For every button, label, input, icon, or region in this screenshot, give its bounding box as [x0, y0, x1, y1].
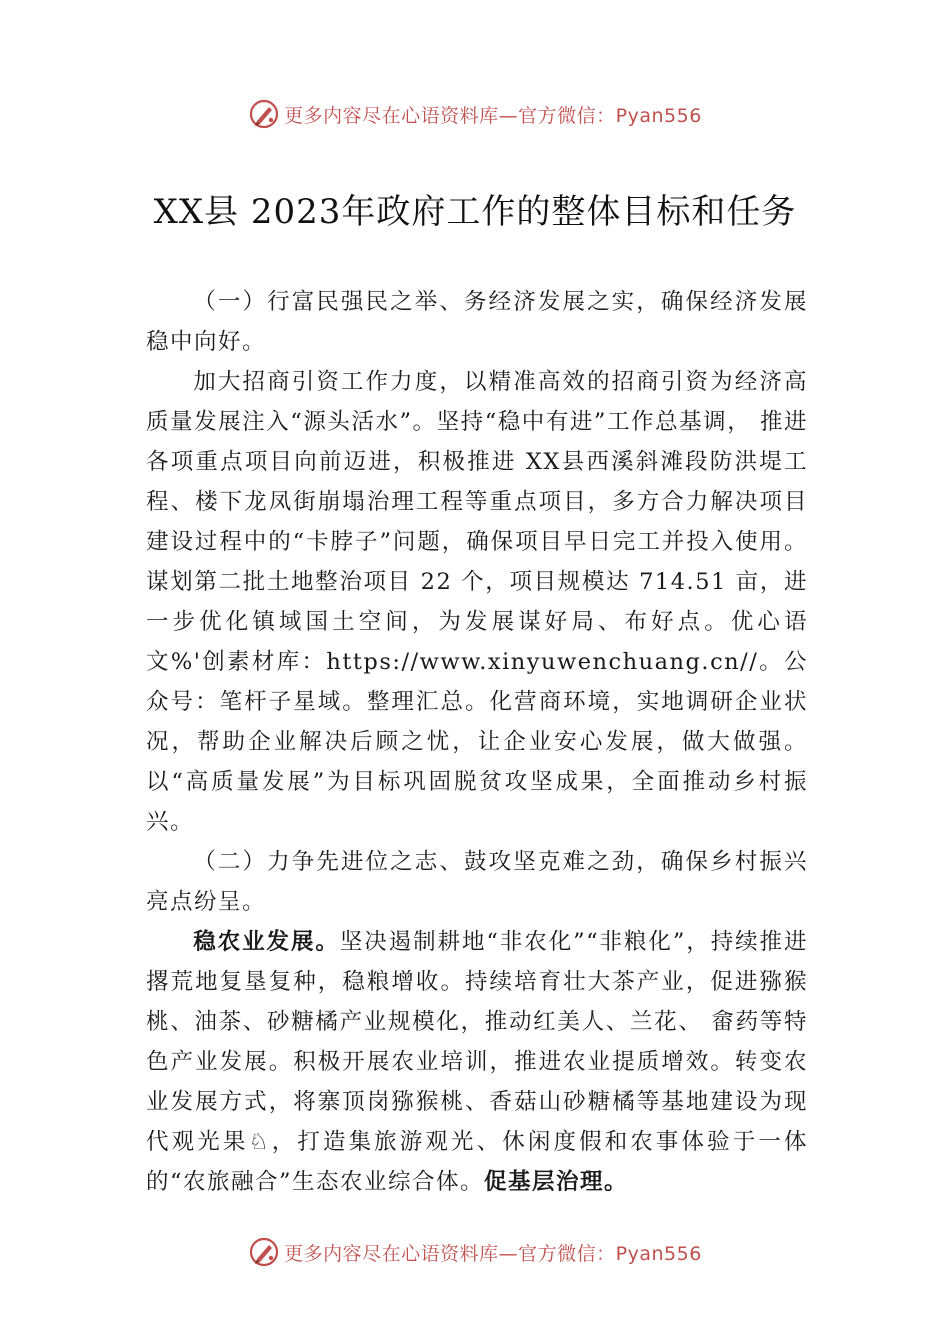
section-1-heading: （一）行富民强民之举、务经济发展之实，确保经济发展稳中向好。 [146, 289, 808, 355]
header-watermark [0, 94, 950, 134]
watermark-text: 更多内容尽在心语资料库—官方微信：Pyan556 [284, 104, 702, 127]
footer-watermark [0, 1232, 950, 1272]
document-body [146, 282, 808, 1202]
pen-seal-logo-icon [248, 1236, 280, 1268]
section-2-body-text: 坚决遏制耕地“非农化”“非粮化”，持续推进撂荒地复垦复种，稳粮增收。持续培育壮大茶产业，促进猕猴桃、油茶、砂糖橘产业规模化，推动红美人、兰花、 畲药等特色产业发展。积极开展农业培训，推进农业提质增效。转变农业发展方式，将寨顶岗猕猴桃、香菇山砂糖橘等基地建设为现代观光果♘，打造集旅游观光、休闲度假和农事体验于一体的“农旅融合”生态农业综合体。 [146, 929, 808, 1195]
section-2-lead-bold: 稳农业发展。 [193, 929, 340, 955]
section-2-tail-bold: 促基层治理。 [484, 1169, 629, 1195]
page-title: XX县 2023年政府工作的整体目标和任务 [153, 192, 797, 232]
section-1-paragraph: 加大招商引资工作力度，以精准高效的招商引资为经济高质量发展注入“源头活水”。坚持“稳中有进”工作总基调， 推进各项重点项目向前迈进，积极推进 XX县西溪斜滩段防洪堤工程、楼下龙凤街崩塌治理工程等重点项目，多方合力解决项目建设过程中的“卡脖子”问题，确保项目早日完工并投入使用。谋划第二批土地整治项目 22 个，项目规模达 714.51 亩，进一步优化镇域国土空间，为发展谋好局、布好点。优心语文%'创素材库：https://www.xinyuwenchuang.cn//。公众号：笔杆子星域。整理汇总。化营商环境，实地调研企业状况，帮助企业解决后顾之忧，让企业安心发展，做大做强。以“高质量发展”为目标巩固脱贫攻坚成果，全面推动乡村振兴。 [146, 369, 808, 835]
pen-seal-logo-icon [248, 98, 280, 130]
section-2-paragraph [146, 922, 808, 1202]
section-2-heading: （二）力争先进位之志、鼓攻坚克难之劲，确保乡村振兴亮点纷呈。 [146, 849, 808, 915]
watermark-text: 更多内容尽在心语资料库—官方微信：Pyan556 [284, 1242, 702, 1265]
